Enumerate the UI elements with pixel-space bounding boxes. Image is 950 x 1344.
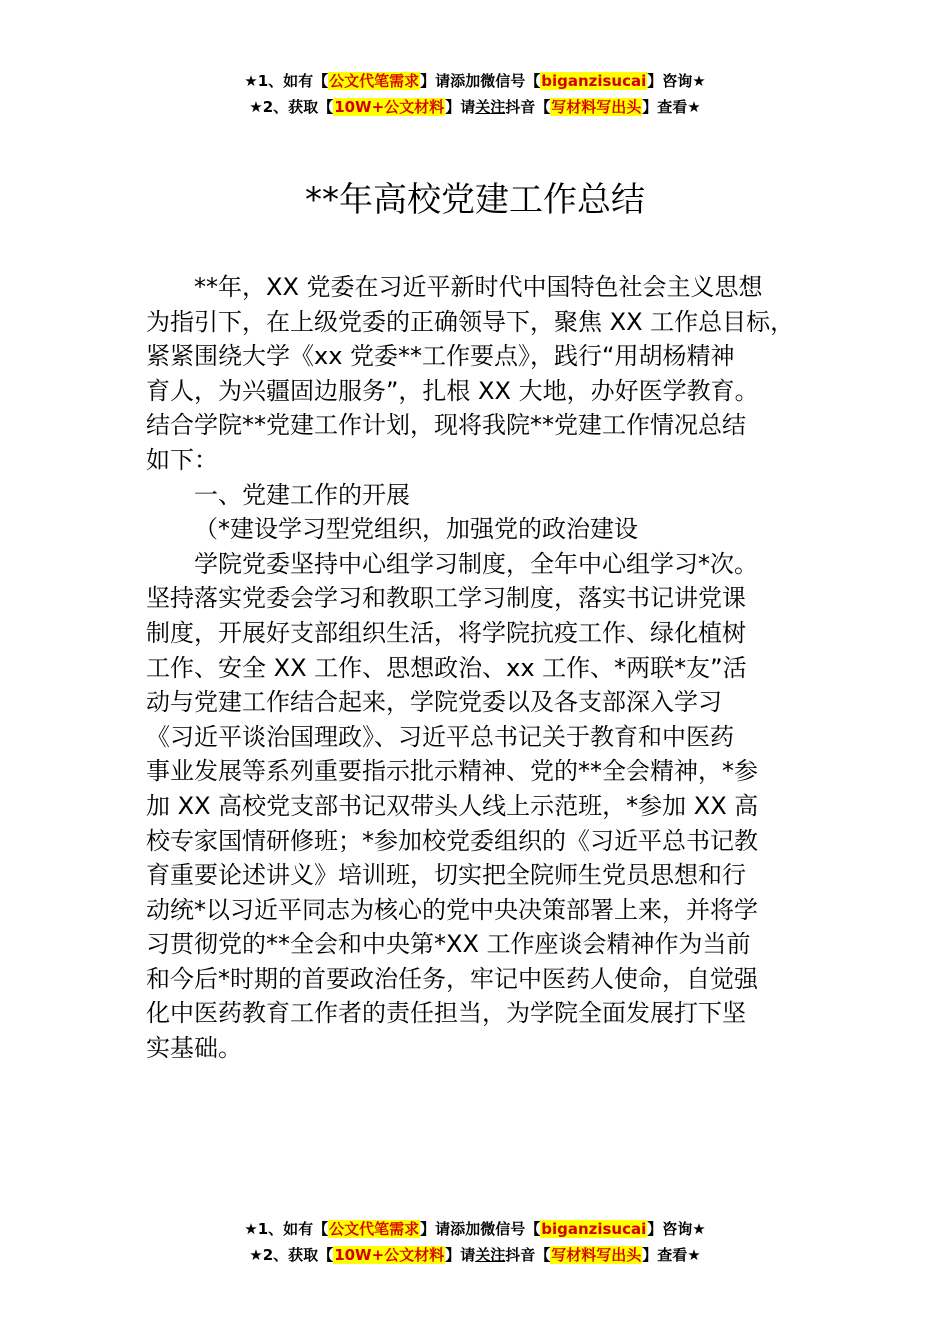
banner-line-2	[0, 1242, 950, 1268]
banner-text: ★2、获取【	[249, 98, 334, 116]
banner-text: ★2、获取【	[249, 1246, 334, 1264]
body-line: 化中医药教育工作者的责任担当，为学院全面发展打下坚	[146, 999, 746, 1028]
banner-text: 微信号【	[480, 72, 541, 90]
banner-line-2	[0, 94, 950, 120]
body-line: 习贯彻党的**全会和中央第*XX 工作座谈会精神作为当前	[146, 930, 751, 959]
banner-line-1	[0, 68, 950, 94]
subsection-heading: （*建设学习型党组织，加强党的政治建设	[194, 515, 638, 544]
footer-banner	[0, 1216, 950, 1268]
body-line: 实基础。	[146, 1034, 242, 1063]
document-title: **年高校党建工作总结	[305, 180, 645, 220]
banner-text: 抖音【	[505, 1246, 551, 1264]
body-line: 结合学院**党建工作计划，现将我院**党建工作情况总结	[146, 411, 746, 440]
banner-highlight: 公文代笔需求	[329, 72, 420, 90]
body-line: 工作、安全 XX 工作、思想政治、xx 工作、*两联*友”活	[146, 653, 747, 682]
header-banner	[0, 68, 950, 120]
banner-text: 】查看★	[642, 98, 701, 116]
banner-text: 微信号【	[480, 1220, 541, 1238]
body-line: 坚持落实党委会学习和教职工学习制度，落实书记讲党课	[146, 584, 746, 613]
banner-text: 】咨询★	[647, 72, 706, 90]
banner-line-1	[0, 1216, 950, 1242]
banner-text: 】请添	[420, 1220, 466, 1238]
banner-text: 抖音【	[505, 98, 551, 116]
banner-text: ★1、如有【	[244, 72, 329, 90]
body-line: 制度，开展好支部组织生活，将学院抗疫工作、绿化植树	[146, 618, 746, 647]
body-line: 学院党委坚持中心组学习制度，全年中心组学习*次。	[194, 549, 758, 578]
body-line: 动统*以习近平同志为核心的党中央决策部署上来，并将学	[146, 895, 758, 924]
banner-text: 】请	[445, 1246, 476, 1264]
body-line: 如下：	[146, 445, 218, 474]
banner-text: 加	[465, 1220, 481, 1238]
body-line: 和今后*时期的首要政治任务，牢记中医药人使命，自觉强	[146, 964, 758, 993]
body-line: 紧紧围绕大学《xx 党委**工作要点》，践行“用胡杨精神	[146, 342, 735, 371]
document-body	[146, 270, 818, 1066]
body-line: 育人，为兴疆固边服务”，扎根 XX 大地，办好医学教育。	[146, 376, 759, 405]
section-heading: 一、党建工作的开展	[194, 480, 410, 509]
banner-highlight: 10W+公文材料	[334, 1246, 445, 1264]
banner-highlight: biganzisucai	[541, 72, 647, 90]
body-line: 《习近平谈治国理政》、习近平总书记关于教育和中医药	[146, 722, 734, 751]
body-line: 动与党建工作结合起来，学院党委以及各支部深入学习	[146, 688, 722, 717]
body-line: **年，XX 党委在习近平新时代中国特色社会主义思想	[194, 273, 763, 301]
banner-text: 加	[465, 72, 481, 90]
banner-highlight: 10W+公文材料	[334, 98, 445, 116]
banner-text: 】请	[445, 98, 476, 116]
body-line: 事业发展等系列重要指示批示精神、党的**全会精神，*参	[146, 757, 758, 786]
banner-text: 】请添	[420, 72, 466, 90]
body-line: 育重要论述讲义》培训班，切实把全院师生党员思想和行	[146, 861, 746, 890]
banner-highlight: 写材料写出头	[551, 1246, 642, 1264]
body-line: 加 XX 高校党支部书记双带头人线上示范班，*参加 XX 高	[146, 791, 759, 820]
banner-text: 】查看★	[642, 1246, 701, 1264]
banner-highlight: biganzisucai	[541, 1220, 647, 1238]
body-line: 校专家国情研修班；*参加校党委组织的《习近平总书记教	[146, 826, 758, 855]
banner-text: 关注	[475, 98, 506, 116]
banner-highlight: 公文代笔需求	[329, 1220, 420, 1238]
banner-highlight: 写材料写出头	[551, 98, 642, 116]
banner-text: 】咨询★	[647, 1220, 706, 1238]
banner-text: ★1、如有【	[244, 1220, 329, 1238]
body-line: 为指引下，在上级党委的正确领导下，聚焦 XX 工作总目标，	[146, 307, 795, 336]
banner-text: 关注	[475, 1246, 506, 1264]
